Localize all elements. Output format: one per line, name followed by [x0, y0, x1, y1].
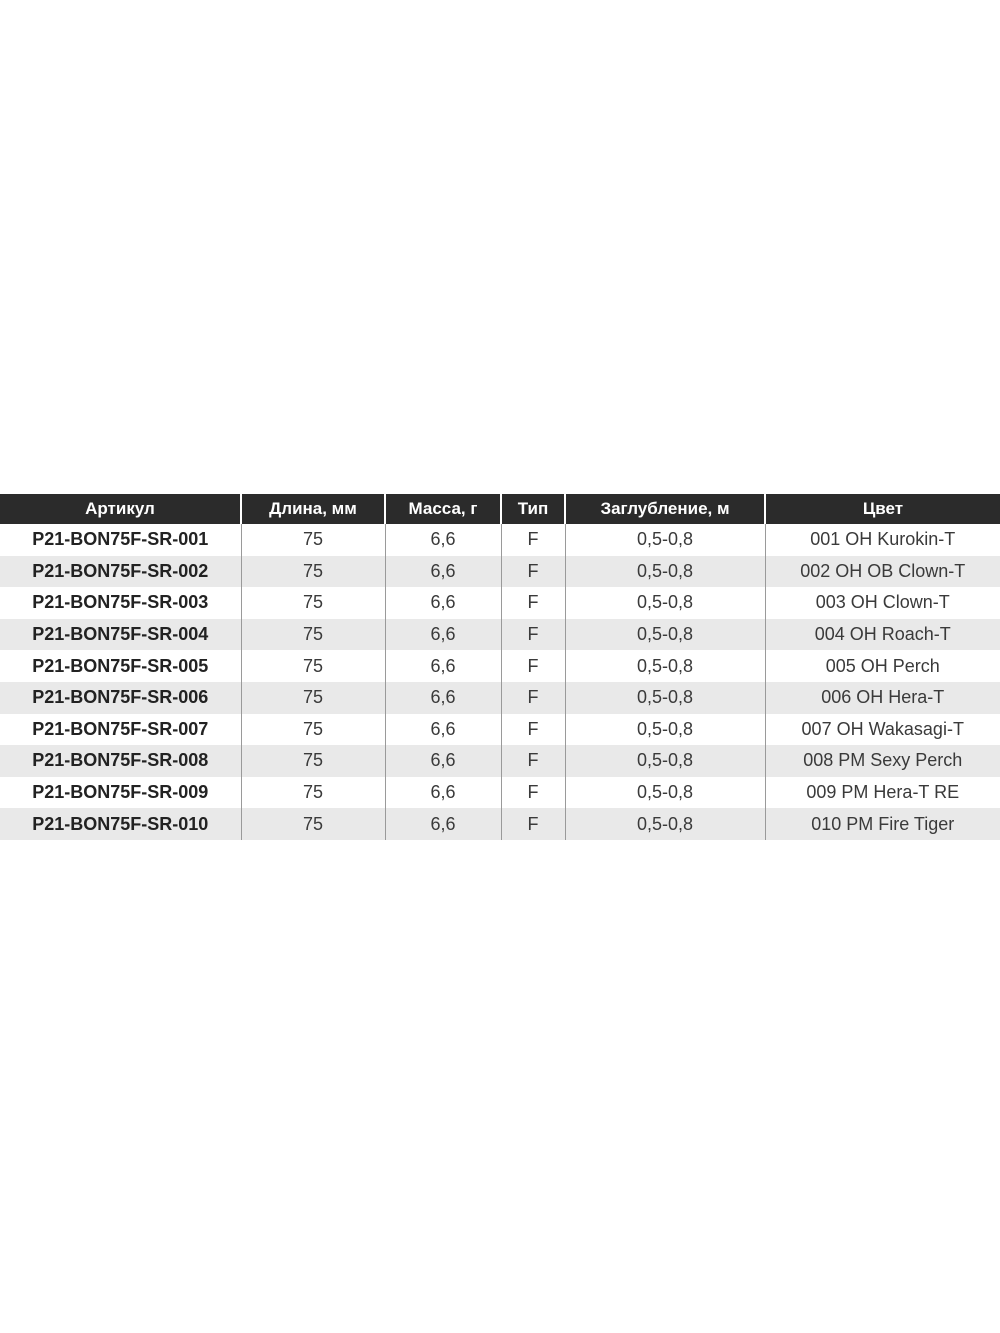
cell-depth: 0,5-0,8	[565, 714, 765, 746]
cell-weight: 6,6	[385, 808, 501, 840]
cell-article: P21-BON75F-SR-008	[0, 745, 241, 777]
table-header	[0, 494, 1000, 524]
cell-color: 009 PM Hera-T RE	[765, 777, 1000, 809]
cell-weight: 6,6	[385, 714, 501, 746]
cell-weight: 6,6	[385, 777, 501, 809]
table-row	[0, 714, 1000, 746]
table-row	[0, 619, 1000, 651]
cell-length: 75	[241, 619, 385, 651]
cell-color: 007 OH Wakasagi-T	[765, 714, 1000, 746]
header-length: Длина, мм	[241, 494, 385, 524]
table-row	[0, 524, 1000, 556]
cell-depth: 0,5-0,8	[565, 524, 765, 556]
table-body	[0, 524, 1000, 840]
cell-color: 006 OH Hera-T	[765, 682, 1000, 714]
cell-length: 75	[241, 682, 385, 714]
cell-weight: 6,6	[385, 745, 501, 777]
cell-length: 75	[241, 745, 385, 777]
cell-weight: 6,6	[385, 587, 501, 619]
table-row	[0, 745, 1000, 777]
cell-color: 008 PM Sexy Perch	[765, 745, 1000, 777]
table-row	[0, 587, 1000, 619]
cell-weight: 6,6	[385, 556, 501, 588]
cell-type: F	[501, 808, 565, 840]
cell-length: 75	[241, 714, 385, 746]
header-weight: Масса, г	[385, 494, 501, 524]
cell-color: 004 OH Roach-T	[765, 619, 1000, 651]
table-row	[0, 808, 1000, 840]
cell-article: P21-BON75F-SR-009	[0, 777, 241, 809]
cell-article: P21-BON75F-SR-002	[0, 556, 241, 588]
cell-article: P21-BON75F-SR-004	[0, 619, 241, 651]
cell-type: F	[501, 745, 565, 777]
header-type: Тип	[501, 494, 565, 524]
cell-type: F	[501, 650, 565, 682]
header-article: Артикул	[0, 494, 241, 524]
cell-color: 005 OH Perch	[765, 650, 1000, 682]
cell-color: 003 OH Clown-T	[765, 587, 1000, 619]
cell-type: F	[501, 714, 565, 746]
cell-type: F	[501, 777, 565, 809]
cell-length: 75	[241, 777, 385, 809]
header-row	[0, 494, 1000, 524]
cell-weight: 6,6	[385, 650, 501, 682]
cell-length: 75	[241, 587, 385, 619]
cell-length: 75	[241, 808, 385, 840]
cell-article: P21-BON75F-SR-007	[0, 714, 241, 746]
cell-depth: 0,5-0,8	[565, 808, 765, 840]
cell-depth: 0,5-0,8	[565, 682, 765, 714]
cell-weight: 6,6	[385, 682, 501, 714]
cell-length: 75	[241, 556, 385, 588]
cell-depth: 0,5-0,8	[565, 650, 765, 682]
cell-article: P21-BON75F-SR-006	[0, 682, 241, 714]
cell-depth: 0,5-0,8	[565, 777, 765, 809]
cell-depth: 0,5-0,8	[565, 745, 765, 777]
cell-color: 001 OH Kurokin-T	[765, 524, 1000, 556]
cell-weight: 6,6	[385, 524, 501, 556]
table-row	[0, 650, 1000, 682]
cell-type: F	[501, 619, 565, 651]
cell-depth: 0,5-0,8	[565, 619, 765, 651]
header-depth: Заглубление, м	[565, 494, 765, 524]
header-color: Цвет	[765, 494, 1000, 524]
cell-color: 002 OH OB Clown-T	[765, 556, 1000, 588]
table-row	[0, 777, 1000, 809]
table-row	[0, 556, 1000, 588]
cell-article: P21-BON75F-SR-003	[0, 587, 241, 619]
cell-weight: 6,6	[385, 619, 501, 651]
cell-type: F	[501, 524, 565, 556]
cell-article: P21-BON75F-SR-010	[0, 808, 241, 840]
cell-depth: 0,5-0,8	[565, 556, 765, 588]
cell-type: F	[501, 682, 565, 714]
cell-color: 010 PM Fire Tiger	[765, 808, 1000, 840]
cell-depth: 0,5-0,8	[565, 587, 765, 619]
cell-article: P21-BON75F-SR-005	[0, 650, 241, 682]
cell-length: 75	[241, 650, 385, 682]
cell-type: F	[501, 556, 565, 588]
cell-length: 75	[241, 524, 385, 556]
cell-article: P21-BON75F-SR-001	[0, 524, 241, 556]
spec-table	[0, 494, 1000, 840]
table-row	[0, 682, 1000, 714]
cell-type: F	[501, 587, 565, 619]
